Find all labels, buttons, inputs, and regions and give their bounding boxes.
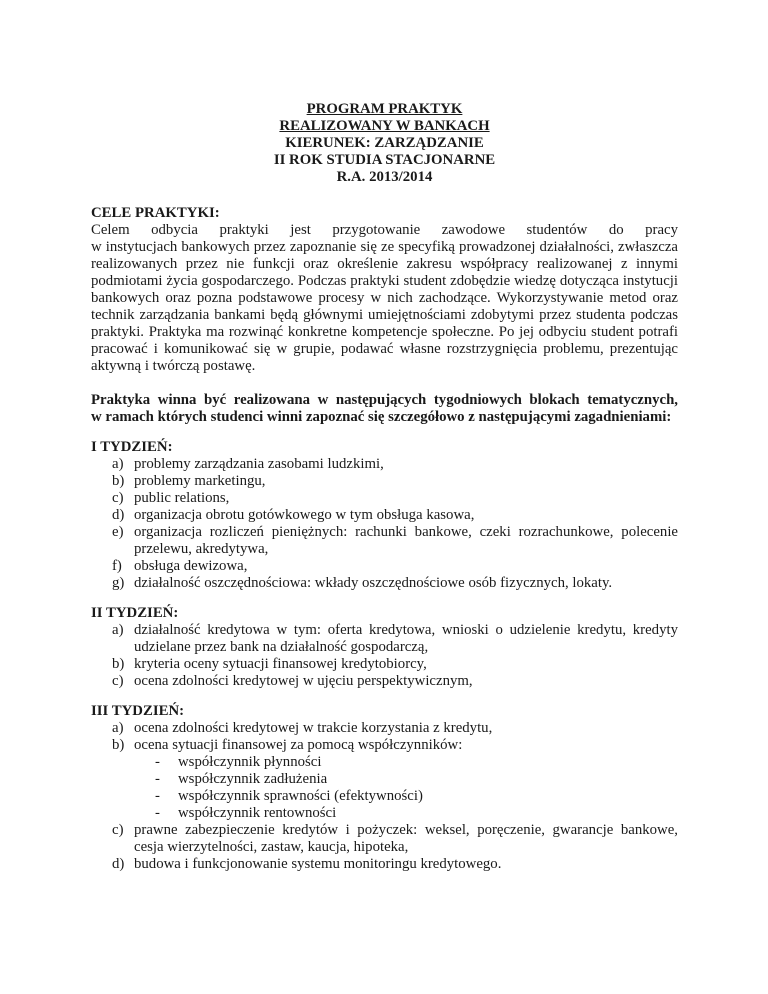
week-1-section (91, 439, 678, 592)
list-marker: e) (112, 524, 124, 540)
list-marker: d) (112, 856, 125, 872)
list-marker: c) (112, 490, 124, 506)
list-item (91, 456, 678, 473)
list-item-text: ocena sytuacji finansowej za pomocą współczynników: (134, 737, 463, 753)
sub-list-item-text: współczynnik płynności (178, 754, 322, 770)
sub-list-item (91, 754, 678, 771)
goals-paragraph-first-line: Celem odbycia praktyki jest przygotowanie zawodowe studentów do pracy (91, 222, 678, 238)
list-item-text: problemy zarządzania zasobami ludzkimi, (134, 456, 384, 472)
goals-heading: CELE PRAKTYKI: (91, 205, 220, 221)
list-item (91, 656, 678, 673)
list-item (91, 507, 678, 524)
list-item-text: prawne zabezpieczenie kredytów i pożyczek: weksel, poręczenie, gwarancje bankowe, cesja wierzytelności, zastaw, kaucja, hipoteka, (134, 822, 678, 855)
sub-list-item (91, 771, 678, 788)
week-2-heading: II TYDZIEŃ: (91, 605, 179, 621)
title-line-3: KIERUNEK: ZARZĄDZANIE (285, 135, 484, 151)
list-marker: b) (112, 656, 125, 672)
list-marker: c) (112, 673, 124, 689)
list-item-text: budowa i funkcjonowanie systemu monitoringu kredytowego. (134, 856, 502, 872)
list-marker: a) (112, 720, 124, 736)
title-line-1: PROGRAM PRAKTYK (306, 101, 463, 117)
sub-list-item-text: współczynnik sprawności (efektywności) (178, 788, 423, 804)
sub-list-item-text: współczynnik rentowności (178, 805, 337, 821)
list-item (91, 524, 678, 558)
list-item-text: kryteria oceny sytuacji finansowej kredytobiorcy, (134, 656, 427, 672)
goals-paragraph-rest: w instytucjach bankowych przez zapoznanie się ze specyfiką prowadzonej działalności, zwłaszcza realizowanych przez nie funkcji oraz określenie zakresu współpracy realizowanej z innymi podmiotami życia gospodarczego. Podczas praktyki student zdobędzie wiedzę dotycząca instytucji bankowych oraz pozna podstawowe procesy w nich zachodzące. Wykorzystywanie metod oraz technik zarządzania bankami będą głównymi umiejętnościami zdobytymi przez studenta podczas praktyki. Praktyka ma rozwinąć konkretne kompetencje społeczne. Po jej odbyciu student potrafi pracować i komunikować się w grupie, podawać własne rozstrzygnięcia problemu, prezentując aktywną i twórczą postawę. (91, 239, 678, 374)
dash-marker: - (155, 754, 160, 770)
list-item (91, 673, 678, 690)
list-item-text: działalność oszczędnościowa: wkłady oszczędnościowe osób fizycznych, lokaty. (134, 575, 613, 591)
list-item-text: organizacja obrotu gotówkowego w tym obsługa kasowa, (134, 507, 475, 523)
list-marker: b) (112, 737, 125, 753)
list-item-text: problemy marketingu, (134, 473, 266, 489)
list-item-text: ocena zdolności kredytowej w trakcie korzystania z kredytu, (134, 720, 493, 736)
list-item (91, 856, 678, 873)
sub-list-item (91, 788, 678, 805)
list-marker: f) (112, 558, 122, 574)
document-title (91, 101, 678, 186)
dash-marker: - (155, 805, 160, 821)
list-item-text: działalność kredytowa w tym: oferta kredytowa, wnioski o udzielenie kredytu, kredyty udzielane przez bank na działalność gospodarczą, (134, 622, 678, 655)
list-marker: b) (112, 473, 125, 489)
list-item (91, 575, 678, 592)
goals-paragraph (91, 222, 678, 375)
list-item (91, 473, 678, 490)
sub-list-item (91, 805, 678, 822)
list-marker: a) (112, 456, 124, 472)
week-3-section (91, 703, 678, 873)
list-item (91, 490, 678, 507)
list-item-text: public relations, (134, 490, 230, 506)
week-1-heading: I TYDZIEŃ: (91, 439, 173, 455)
list-item-text: obsługa dewizowa, (134, 558, 248, 574)
list-item (91, 622, 678, 656)
list-item (91, 737, 678, 754)
list-item-text: organizacja rozliczeń pieniężnych: rachunki bankowe, czeki rozrachunkowe, polecenie przelewu, akredytywa, (134, 524, 678, 557)
week-3-heading: III TYDZIEŃ: (91, 703, 185, 719)
intro-paragraph-rest: w ramach których studenci winni zapoznać się szczegółowo z następującymi zagadnieniami: (91, 409, 672, 425)
list-item (91, 720, 678, 737)
list-marker: d) (112, 507, 125, 523)
title-line-2: REALIZOWANY W BANKACH (279, 118, 490, 134)
list-item (91, 558, 678, 575)
intro-paragraph (91, 392, 678, 426)
sub-list-item-text: współczynnik zadłużenia (178, 771, 328, 787)
list-marker: c) (112, 822, 124, 838)
intro-paragraph-first-line: Praktyka winna być realizowana w następujących tygodniowych blokach tematycznych, (91, 392, 678, 408)
list-marker: a) (112, 622, 124, 638)
title-line-5: R.A. 2013/2014 (336, 169, 433, 185)
list-item (91, 822, 678, 856)
list-item-text: ocena zdolności kredytowej w ujęciu perspektywicznym, (134, 673, 473, 689)
dash-marker: - (155, 788, 160, 804)
list-marker: g) (112, 575, 125, 591)
title-line-4: II ROK STUDIA STACJONARNE (273, 152, 496, 168)
week-2-section (91, 605, 678, 690)
dash-marker: - (155, 771, 160, 787)
